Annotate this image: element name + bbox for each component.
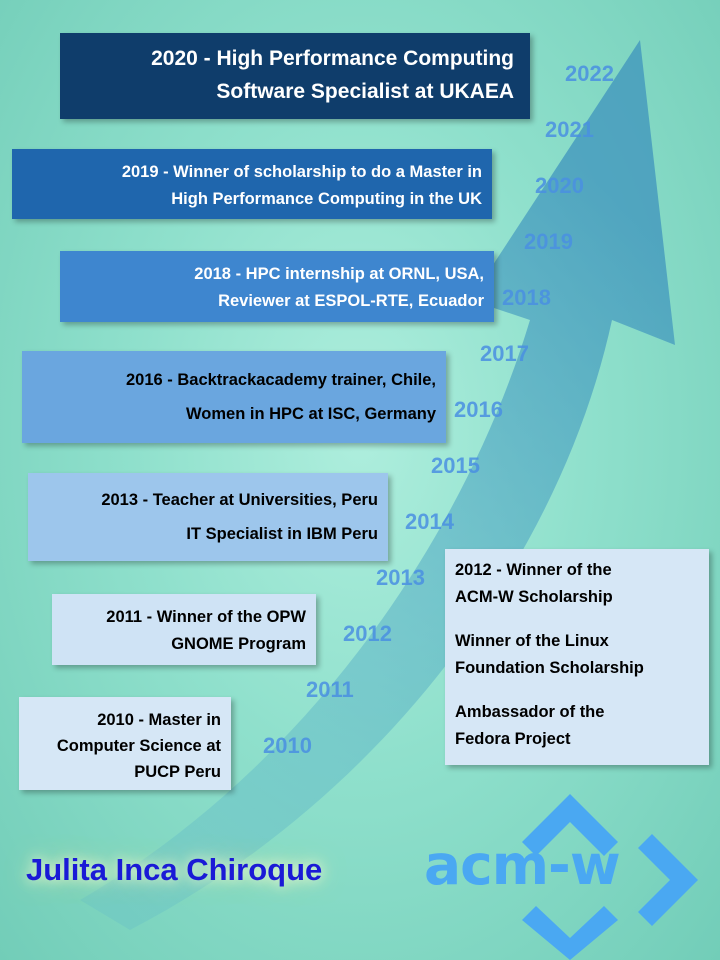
year-label-2020: 2020 — [535, 173, 584, 198]
milestone-2020-line-2: Software Specialist at UKAEA — [216, 80, 514, 103]
year-label-2010: 2010 — [263, 733, 312, 758]
milestone-2011-line-1: 2011 - Winner of the OPW — [106, 608, 306, 626]
year-label-2018: 2018 — [502, 285, 551, 310]
milestone-2011-line-2: GNOME Program — [171, 635, 306, 653]
milestone-2018-line-2: Reviewer at ESPOL-RTE, Ecuador — [218, 292, 484, 310]
milestone-2012-line-2: ACM-W Scholarship — [455, 588, 613, 606]
year-label-2011: 2011 — [306, 677, 354, 702]
year-label-2013: 2013 — [376, 565, 425, 590]
acm-w-logo: acm-w — [424, 833, 620, 897]
milestone-2012-line-1: 2012 - Winner of the — [455, 561, 612, 579]
milestone-2010-line-2: Computer Science at — [56, 737, 221, 755]
year-label-2014: 2014 — [405, 509, 454, 534]
milestone-2011 — [52, 594, 316, 665]
milestone-2013 — [28, 473, 388, 561]
milestone-2012-line-5: Ambassador of the — [455, 703, 605, 721]
milestone-2018-line-1: 2018 - HPC internship at ORNL, USA, — [194, 265, 484, 283]
person-name: Julita Inca Chiroque — [26, 852, 323, 887]
milestone-2012 — [445, 549, 709, 765]
milestone-2010-line-3: PUCP Peru — [134, 763, 221, 781]
milestone-2016-line-2: Women in HPC at ISC, Germany — [186, 405, 436, 423]
milestone-2019-line-2: High Performance Computing in the UK — [171, 190, 482, 208]
milestone-2013-line-2: IT Specialist in IBM Peru — [186, 525, 378, 543]
year-label-2017: 2017 — [480, 341, 529, 366]
milestone-2019-line-1: 2019 - Winner of scholarship to do a Master in — [121, 163, 482, 181]
year-label-2021: 2021 — [545, 117, 594, 142]
milestone-2020-line-1: 2020 - High Performance Computing — [151, 47, 514, 70]
milestone-2016-line-1: 2016 - Backtrackacademy trainer, Chile, — [125, 371, 436, 389]
milestone-2013-line-1: 2013 - Teacher at Universities, Peru — [101, 491, 378, 509]
year-label-2012: 2012 — [343, 621, 392, 646]
milestone-2012-line-4: Foundation Scholarship — [455, 659, 644, 677]
milestone-2019 — [12, 149, 492, 219]
year-label-2022: 2022 — [565, 61, 614, 86]
milestone-2020 — [60, 33, 530, 119]
year-label-2019: 2019 — [524, 229, 573, 254]
year-label-2015: 2015 — [431, 453, 480, 478]
milestone-2016 — [22, 351, 446, 443]
milestone-2012-line-3: Winner of the Linux — [455, 632, 609, 650]
milestone-2010-line-1: 2010 - Master in — [97, 711, 221, 729]
milestone-2010 — [19, 697, 231, 790]
milestone-2018 — [60, 251, 494, 322]
year-label-2016: 2016 — [454, 397, 503, 422]
milestone-2012-line-6: Fedora Project — [455, 730, 571, 748]
